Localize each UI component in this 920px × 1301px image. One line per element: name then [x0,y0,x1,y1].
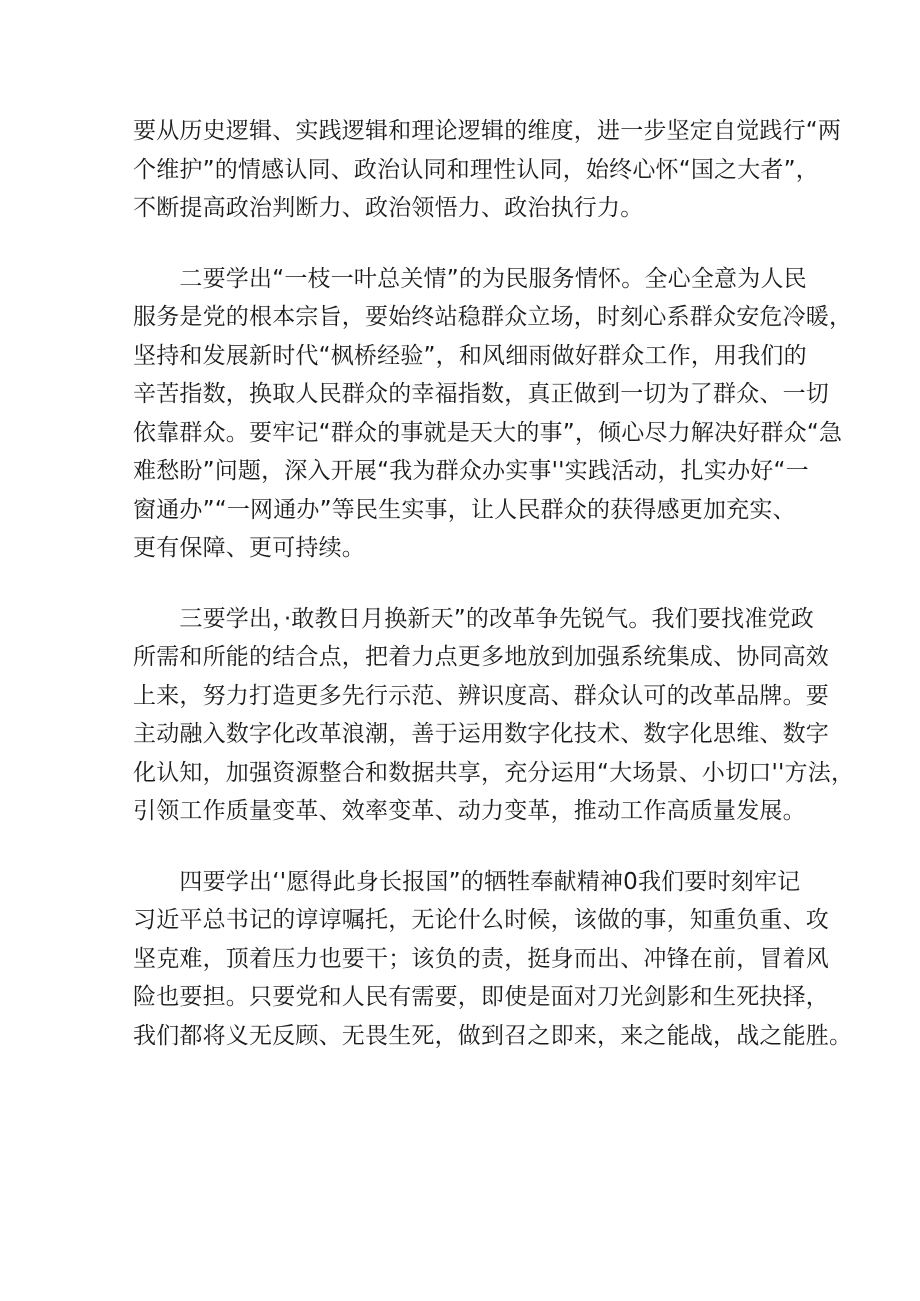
text-line: 要从历史逻辑、实践逻辑和理论逻辑的维度，进一步坚定自觉践行“两 [133,118,842,144]
text-line: 四要学出‘'愿得此身长报国”的牺牲奉献精神0我们要时刻牢记 [133,868,801,895]
text-line: 险也要担。只要党和人民有需要，即使是面对刀光剑影和生死抉择， [133,984,829,1010]
text-line: 主动融入数字化改革浪潮，善于运用数字化技术、数字化思维、数字 [133,721,829,747]
text-line: 辛苦指数，换取人民群众的幸福指数，真正做到一切为了群众、一切 [133,381,829,407]
text-line: 坚克难，顶着压力也要干；该负的责，挺身而出、冲锋在前，冒着风 [133,945,829,972]
paragraph-3 [133,600,855,831]
text-line: 上来，努力打造更多先行示范、辨识度高、群众认可的改革品牌。要 [133,682,829,709]
text-line: 引领工作质量变革、效率变革、动力变革，推动工作高质量发展。 [133,798,806,824]
text-line: 更有保障、更可持续。 [133,535,365,561]
text-line: 习近平总书记的谆谆嘱托，无论什么时候，该做的事，知重负重、攻 [133,907,829,933]
paragraph-4 [133,863,853,1056]
text-line: 所需和所能的结合点，把着力点更多地放到加强系统集成、协同高效 [133,644,829,670]
text-line: 难愁盼”问题，深入开展“我为群众办实事''实践活动，扎实办好“一 [133,458,809,484]
paragraph-2 [133,260,853,568]
text-line: 不断提高政治判断力、政治领悟力、政治执行力。 [133,195,644,221]
text-line: 窗通办”“一网通办”等民生实事，让人民群众的获得感更加充实、 [133,496,796,523]
text-line: 依靠群众。要牢记“群众的事就是天大的事”，倾心尽力解决好群众“急 [133,419,843,446]
text-line: 三要学出，·敢教日月换新天”的改革争先锐气。我们要找准党政 [133,605,814,632]
text-line: 个维护”的情感认同、政治认同和理性认同，始终心怀“国之大者”， [133,156,819,183]
text-line: 服务是党的根本宗旨，要始终站稳群众立场，时刻心系群众安危冷暖， [133,304,853,330]
paragraph-1 [133,112,842,228]
text-line: 二要学出“一枝一叶总关情”的为民服务情怀。全心全意为人民 [133,265,807,292]
text-line: 化认知，加强资源整合和数据共享，充分运用“大场景、小切口''方法， [133,759,855,786]
text-line: 我们都将义无反顾、无畏生死，做到召之即来，来之能战，战之能胜。 [133,1022,853,1049]
text-line: 坚持和发展新时代“枫桥经验”，和风细雨做好群众工作，用我们的 [133,342,807,369]
document-body [133,112,855,1055]
